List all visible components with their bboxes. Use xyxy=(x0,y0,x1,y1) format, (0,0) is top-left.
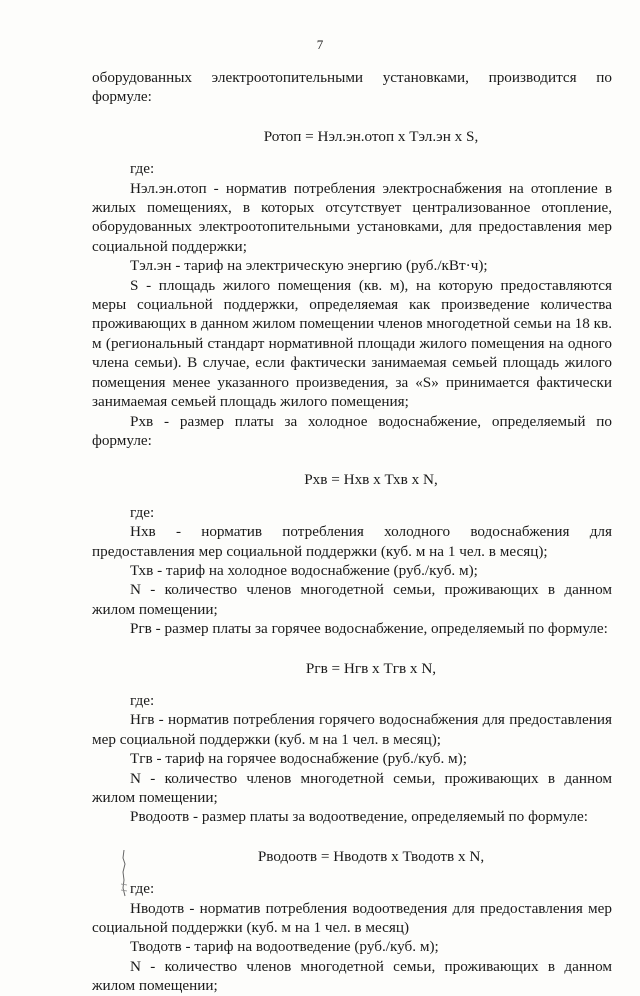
paragraph: N - количество членов многодетной семьи, проживающих в данном жилом помещении; xyxy=(92,957,612,995)
paragraph: Рводоотв - размер платы за водоотведение, определяемый по формуле: xyxy=(130,808,588,826)
formula: Рводоотв = Нводотв х Тводотв х N, xyxy=(257,847,485,865)
paragraph: Нводотв - норматив потребления водоотведения для предоставления мер социальной поддержки (куб. м на 1 чел. в месяц) xyxy=(92,899,612,937)
formula: Ргв = Нгв х Тгв х N, xyxy=(305,659,437,677)
where-label: где: xyxy=(130,160,155,178)
page-number: 7 xyxy=(316,37,324,52)
paragraph: N - количество членов многодетной семьи, проживающих в данном жилом помещении; xyxy=(92,769,612,806)
paragraph: Нхв - норматив потребления холодного водоснабжения для предоставления мер социальной поддержки (куб. м на 1 чел. в месяц); xyxy=(92,523,612,560)
where-label: где: xyxy=(130,880,155,898)
margin-scan-mark xyxy=(118,848,130,900)
paragraph: Тводотв - тариф на водоотведение (руб./куб. м); xyxy=(130,938,439,956)
paragraph: Тхв - тариф на холодное водоснабжение (руб./куб. м); xyxy=(130,561,478,579)
document-body xyxy=(92,68,612,996)
paragraph: Нгв - норматив потребления горячего водоснабжения для предоставления мер социальной поддержки (куб. м на 1 чел. в месяц); xyxy=(92,711,612,748)
paragraph: Тгв - тариф на горячее водоснабжение (руб./куб. м); xyxy=(130,750,467,768)
formula: Ротоп = Нэл.эн.отоп х Тэл.эн х S, xyxy=(263,127,479,145)
formula: Рхв = Нхв х Тхв х N, xyxy=(304,471,438,489)
paragraph: Рхв - размер платы за холодное водоснабжение, определяемый по формуле: xyxy=(92,412,612,449)
where-label: где: xyxy=(130,691,155,709)
paragraph: S - площадь жилого помещения (кв. м), на которую предоставляются меры социальной поддержки, определяемая как произведение количества проживающих в данном жилом помещении членов многодетной семьи на 18 кв. м (региональный стандарт нормативной площади жилого помещения на одного члена семьи). В случае, если фактически занимаемая семьей площадь жилого помещения менее указанного произведения, за «S» принимается фактически занимаемая семьей площадь жилого помещения; xyxy=(92,276,612,411)
where-label: где: xyxy=(130,503,155,521)
paragraph: Ргв - размер платы за горячее водоснабжение, определяемый по формуле: xyxy=(130,620,608,638)
paragraph: Нэл.эн.отоп - норматив потребления электроснабжения на отопление в жилых помещениях, в которых отсутствует централизованное отопление, оборудованных электроотопительными установками, для предоставления мер социальной поддержки; xyxy=(92,179,612,255)
paragraph: N - количество членов многодетной семьи, проживающих в данном жилом помещении; xyxy=(92,581,612,618)
paragraph: оборудованных электроотопительными установками, производится по формуле: xyxy=(92,69,612,106)
paragraph: Тэл.эн - тариф на электрическую энергию (руб./кВт·ч); xyxy=(130,257,488,275)
